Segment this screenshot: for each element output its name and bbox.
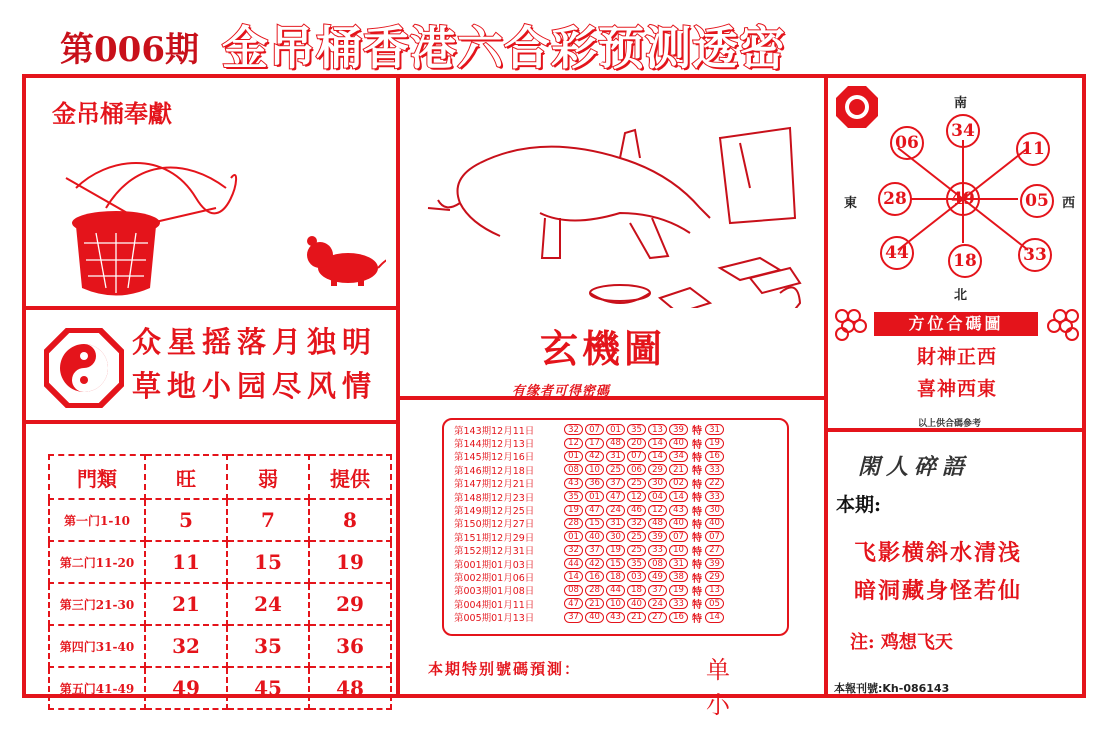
history-row xyxy=(454,597,779,610)
history-number: 44 xyxy=(564,558,583,569)
history-number: 40 xyxy=(627,598,646,609)
gate-table xyxy=(48,454,392,710)
history-date: 第151期12月29日 xyxy=(454,532,535,544)
history-number: 37 xyxy=(585,545,604,556)
special-label: 特 xyxy=(692,546,702,558)
history-number: 18 xyxy=(627,585,646,596)
poem-text xyxy=(132,320,377,408)
history-number: 16 xyxy=(585,571,604,582)
history-number: 30 xyxy=(606,531,625,542)
history-number: 44 xyxy=(606,585,625,596)
history-number: 01 xyxy=(564,531,583,542)
special-number: 39 xyxy=(705,558,724,569)
compass-number-se: 33 xyxy=(1018,238,1052,272)
history-number: 31 xyxy=(606,451,625,462)
xuanji-title: 玄機圖 xyxy=(540,326,667,371)
history-number: 03 xyxy=(627,571,646,582)
history-date: 第002期01月06日 xyxy=(454,573,535,584)
history-number: 21 xyxy=(627,612,646,623)
ruo-value: 45 xyxy=(227,667,309,709)
history-number: 01 xyxy=(564,451,583,462)
special-number: 29 xyxy=(705,571,724,582)
elephant-illustration xyxy=(420,118,820,308)
history-date: 第001期01月03日 xyxy=(454,559,535,571)
idle-talk-title: 閑人碎語 xyxy=(858,454,971,480)
compass-number-center: 49 xyxy=(946,182,980,216)
history-number: 24 xyxy=(606,505,625,516)
wang-value: 11 xyxy=(145,541,227,583)
history-date: 第152期12月31日 xyxy=(454,546,535,558)
history-number: 25 xyxy=(627,545,646,556)
ruo-value: 35 xyxy=(227,625,309,667)
history-number: 42 xyxy=(585,451,604,462)
gate-label: 第三门21-30 xyxy=(49,583,145,625)
brand-label: 金吊桶奉獻 xyxy=(52,99,172,128)
history-number: 19 xyxy=(564,505,583,516)
history-number: 32 xyxy=(564,424,583,435)
history-number: 40 xyxy=(669,438,688,449)
history-number: 21 xyxy=(585,598,604,609)
history-number: 28 xyxy=(564,518,583,529)
direction-west: 西 xyxy=(1062,196,1076,211)
ruo-value: 7 xyxy=(227,499,309,541)
history-number: 37 xyxy=(606,478,625,489)
history-number: 19 xyxy=(669,585,688,596)
history-number: 38 xyxy=(669,571,688,582)
special-label: 特 xyxy=(692,519,702,531)
history-number: 40 xyxy=(585,531,604,542)
wang-value: 21 xyxy=(145,583,227,625)
tigong-value: 29 xyxy=(309,583,391,625)
history-number: 47 xyxy=(585,505,604,516)
history-number: 35 xyxy=(627,424,646,435)
special-label: 特 xyxy=(692,533,702,545)
history-row xyxy=(454,423,779,436)
special-number: 19 xyxy=(705,438,724,449)
history-number: 31 xyxy=(669,558,688,569)
history-number: 07 xyxy=(627,451,646,462)
table-row xyxy=(49,625,391,667)
history-number: 15 xyxy=(606,558,625,569)
history-row xyxy=(454,436,779,449)
history-number: 20 xyxy=(627,438,646,449)
history-number: 40 xyxy=(669,518,688,529)
history-number: 10 xyxy=(585,464,604,475)
history-number: 46 xyxy=(627,505,646,516)
history-number: 33 xyxy=(669,598,688,609)
special-number: 14 xyxy=(705,612,724,623)
history-row xyxy=(454,490,779,503)
history-number: 43 xyxy=(564,478,583,489)
idle-talk-panel xyxy=(826,430,1084,696)
history-number: 06 xyxy=(627,464,646,475)
special-number: 33 xyxy=(705,464,724,475)
publication-number: 本報刊號:Kh-086143 xyxy=(834,682,950,695)
special-number: 33 xyxy=(705,491,724,502)
special-number: 05 xyxy=(705,598,724,609)
history-number: 25 xyxy=(606,464,625,475)
special-number: 16 xyxy=(705,451,724,462)
history-number: 40 xyxy=(585,612,604,623)
special-number: 27 xyxy=(705,545,724,556)
special-label: 特 xyxy=(692,439,702,451)
special-label: 特 xyxy=(692,586,702,598)
prediction-label: 本期特别號碼預測： xyxy=(428,660,582,678)
xuanji-subtitle: 有缘者可得密碼 xyxy=(512,384,611,399)
riddle-line-1: 飞影横斜水清浅 xyxy=(854,540,1023,566)
history-number: 35 xyxy=(564,491,583,502)
history-number: 39 xyxy=(648,531,667,542)
wang-value: 32 xyxy=(145,625,227,667)
history-date: 第148期12月23日 xyxy=(454,492,535,504)
xishen-text: 喜神西東 xyxy=(916,378,997,400)
gate-table-header xyxy=(49,455,391,499)
header-ruo: 弱 xyxy=(227,455,309,499)
history-panel xyxy=(398,398,826,719)
history-number: 14 xyxy=(669,491,688,502)
history-number: 04 xyxy=(648,491,667,502)
history-row xyxy=(454,610,779,623)
history-date: 第147期12月21日 xyxy=(454,479,535,491)
history-number: 12 xyxy=(564,438,583,449)
poem-line-1: 众星摇落月独明 xyxy=(132,325,378,359)
history-number: 32 xyxy=(564,545,583,556)
history-number: 12 xyxy=(648,505,667,516)
benqi-label: 本期: xyxy=(836,494,882,516)
ruo-value: 15 xyxy=(227,541,309,583)
history-number: 25 xyxy=(627,478,646,489)
history-number: 01 xyxy=(585,491,604,502)
compass-number-w: 28 xyxy=(878,182,912,216)
gate-table-panel xyxy=(24,422,398,700)
history-number: 28 xyxy=(585,585,604,596)
history-number: 10 xyxy=(669,545,688,556)
history-number: 08 xyxy=(564,464,583,475)
history-row xyxy=(454,570,779,583)
wang-value: 49 xyxy=(145,667,227,709)
compass-number-n: 34 xyxy=(946,114,980,148)
special-number: 30 xyxy=(705,505,724,516)
wang-value: 5 xyxy=(145,499,227,541)
history-number: 42 xyxy=(585,558,604,569)
gate-label: 第一门1-10 xyxy=(49,499,145,541)
history-number: 49 xyxy=(648,571,667,582)
history-number: 02 xyxy=(669,478,688,489)
history-number: 15 xyxy=(585,518,604,529)
history-number: 43 xyxy=(606,612,625,623)
header-wang: 旺 xyxy=(145,455,227,499)
history-number: 16 xyxy=(669,612,688,623)
special-number: 07 xyxy=(705,531,724,542)
history-date: 第149期12月25日 xyxy=(454,506,535,518)
history-number: 24 xyxy=(648,598,667,609)
history-date: 第144期12月13日 xyxy=(454,439,535,451)
history-number: 47 xyxy=(606,491,625,502)
table-row xyxy=(49,667,391,709)
history-number: 37 xyxy=(648,585,667,596)
caishen-text: 財神正西 xyxy=(916,346,997,368)
special-label: 特 xyxy=(692,600,702,612)
history-number: 27 xyxy=(648,612,667,623)
history-row xyxy=(454,450,779,463)
table-row xyxy=(49,583,391,625)
poem-panel xyxy=(24,308,398,422)
history-number: 47 xyxy=(564,598,583,609)
history-number: 32 xyxy=(627,518,646,529)
special-label: 特 xyxy=(692,560,702,572)
history-date: 第003期01月08日 xyxy=(454,586,535,598)
table-row xyxy=(49,499,391,541)
history-list xyxy=(442,418,789,636)
issue-number: 第006期 xyxy=(60,30,199,70)
direction-north: 北 xyxy=(954,288,968,303)
gate-label: 第四门31-40 xyxy=(49,625,145,667)
compass-number-sw: 44 xyxy=(880,236,914,270)
tigong-value: 19 xyxy=(309,541,391,583)
riddle-line-2: 暗洞藏身怪若仙 xyxy=(854,578,1023,604)
gate-label: 第二门11-20 xyxy=(49,541,145,583)
special-label: 特 xyxy=(692,426,702,438)
history-row xyxy=(454,463,779,476)
poem-line-2: 草地小园尽风情 xyxy=(132,369,378,403)
compass-panel xyxy=(826,76,1084,430)
tigong-value: 8 xyxy=(309,499,391,541)
table-row xyxy=(49,541,391,583)
compass-note: 以上供合碼參考 xyxy=(918,419,982,429)
direction-south: 南 xyxy=(954,96,968,111)
history-number: 34 xyxy=(669,451,688,462)
history-number: 35 xyxy=(627,558,646,569)
history-date: 第145期12月16日 xyxy=(454,452,535,464)
prediction-value: 单小 xyxy=(706,656,766,719)
special-label: 特 xyxy=(692,613,702,625)
tigong-value: 36 xyxy=(309,625,391,667)
history-number: 33 xyxy=(648,545,667,556)
history-number: 08 xyxy=(648,558,667,569)
special-number: 22 xyxy=(705,478,724,489)
history-number: 48 xyxy=(606,438,625,449)
history-number: 14 xyxy=(564,571,583,582)
history-number: 36 xyxy=(585,478,604,489)
gate-label: 第五门41-49 xyxy=(49,667,145,709)
history-number: 17 xyxy=(585,438,604,449)
history-date: 第146期12月18日 xyxy=(454,465,535,477)
history-date: 第150期12月27日 xyxy=(454,519,535,531)
direction-east: 東 xyxy=(844,196,858,211)
compass-banner: 方位合碼圖 xyxy=(874,312,1038,336)
history-row xyxy=(454,557,779,570)
compass-number-e: 05 xyxy=(1020,184,1054,218)
history-number: 07 xyxy=(669,531,688,542)
history-date: 第004期01月11日 xyxy=(454,599,535,611)
special-number: 40 xyxy=(705,518,724,529)
special-number: 13 xyxy=(705,585,724,596)
history-date: 第005期01月13日 xyxy=(454,613,535,625)
history-row xyxy=(454,503,779,516)
special-label: 特 xyxy=(692,493,702,505)
history-date: 第143期12月11日 xyxy=(454,425,535,437)
special-label: 特 xyxy=(692,466,702,478)
compass-number-ne: 11 xyxy=(1016,132,1050,166)
history-row xyxy=(454,584,779,597)
header-category: 門類 xyxy=(49,455,145,499)
page-title: 金吊桶香港六合彩预测透密 xyxy=(222,21,786,75)
compass-number-nw: 06 xyxy=(890,126,924,160)
history-number: 37 xyxy=(564,612,583,623)
xuanji-panel xyxy=(398,76,826,398)
history-row xyxy=(454,530,779,543)
history-number: 12 xyxy=(627,491,646,502)
yin-yang-icon xyxy=(44,328,124,408)
header-tigong: 提供 xyxy=(309,455,391,499)
history-row xyxy=(454,544,779,557)
history-number: 14 xyxy=(648,438,667,449)
special-label: 特 xyxy=(692,506,702,518)
history-number: 39 xyxy=(669,424,688,435)
history-number: 08 xyxy=(564,585,583,596)
riddle-note: 注: 鸡想飞天 xyxy=(850,632,953,653)
history-number: 21 xyxy=(669,464,688,475)
history-row xyxy=(454,477,779,490)
history-number: 10 xyxy=(606,598,625,609)
bucket-mouse-illustration xyxy=(46,138,386,308)
special-number: 31 xyxy=(705,424,724,435)
history-number: 48 xyxy=(648,518,667,529)
gift-panel xyxy=(24,76,398,308)
tigong-value: 48 xyxy=(309,667,391,709)
history-number: 25 xyxy=(627,531,646,542)
history-number: 30 xyxy=(648,478,667,489)
history-row xyxy=(454,517,779,530)
history-number: 01 xyxy=(606,424,625,435)
history-number: 19 xyxy=(606,545,625,556)
history-number: 07 xyxy=(585,424,604,435)
compass-number-s: 18 xyxy=(948,244,982,278)
history-number: 43 xyxy=(669,505,688,516)
history-number: 14 xyxy=(648,451,667,462)
history-number: 29 xyxy=(648,464,667,475)
ruo-value: 24 xyxy=(227,583,309,625)
history-number: 31 xyxy=(606,518,625,529)
history-number: 13 xyxy=(648,424,667,435)
special-label: 特 xyxy=(692,479,702,491)
special-label: 特 xyxy=(692,573,702,585)
special-label: 特 xyxy=(692,452,702,464)
history-number: 18 xyxy=(606,571,625,582)
